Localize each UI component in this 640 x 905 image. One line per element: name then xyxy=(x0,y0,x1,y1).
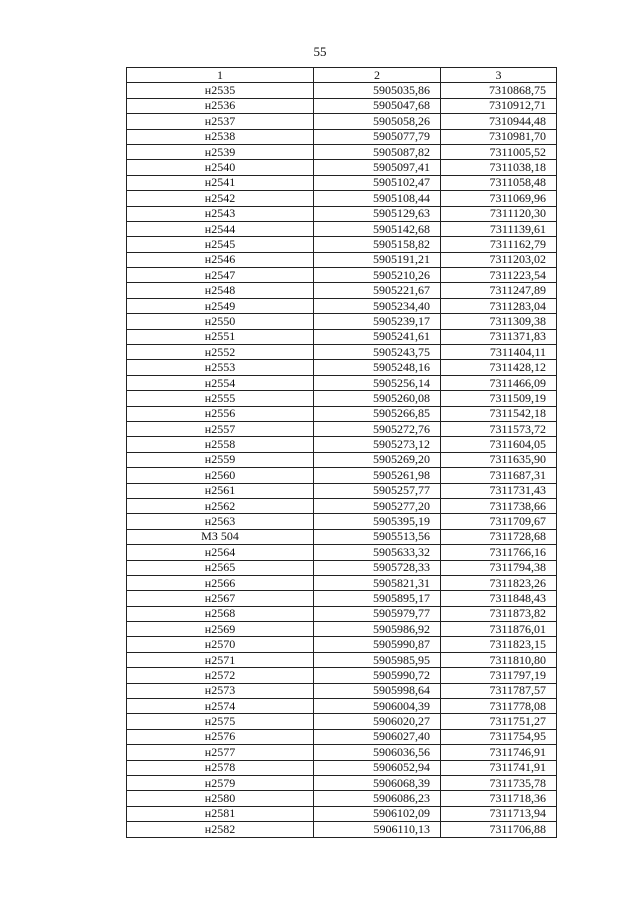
table-row xyxy=(127,144,557,159)
x-coordinate-cell: 5905821,31 xyxy=(314,575,441,590)
point-id-cell: н2570 xyxy=(127,637,314,652)
table-row xyxy=(127,191,557,206)
point-id-cell: н2582 xyxy=(127,822,314,837)
x-coordinate-cell: 5905728,33 xyxy=(314,560,441,575)
x-coordinate-cell: 5905269,20 xyxy=(314,452,441,467)
x-coordinate-cell: 5905266,85 xyxy=(314,406,441,421)
y-coordinate-cell: 7311058,48 xyxy=(441,175,557,190)
point-id-cell: н2542 xyxy=(127,191,314,206)
y-coordinate-cell: 7311371,83 xyxy=(441,329,557,344)
x-coordinate-cell: 5905256,14 xyxy=(314,375,441,390)
x-coordinate-cell: 5905087,82 xyxy=(314,144,441,159)
y-coordinate-cell: 7310868,75 xyxy=(441,83,557,98)
x-coordinate-cell: 5906068,39 xyxy=(314,775,441,790)
y-coordinate-cell: 7311766,16 xyxy=(441,545,557,560)
y-coordinate-cell: 7311735,78 xyxy=(441,775,557,790)
x-coordinate-cell: 5906027,40 xyxy=(314,729,441,744)
point-id-cell: н2569 xyxy=(127,622,314,637)
x-coordinate-cell: 5905272,76 xyxy=(314,421,441,436)
point-id-cell: н2557 xyxy=(127,421,314,436)
table-row xyxy=(127,591,557,606)
y-coordinate-cell: 7311810,80 xyxy=(441,652,557,667)
point-id-cell: МЗ 504 xyxy=(127,529,314,544)
y-coordinate-cell: 7311713,94 xyxy=(441,806,557,821)
table-header xyxy=(127,68,557,83)
table-row xyxy=(127,622,557,637)
x-coordinate-cell: 5905210,26 xyxy=(314,268,441,283)
y-coordinate-cell: 7311203,02 xyxy=(441,252,557,267)
x-coordinate-cell: 5905990,87 xyxy=(314,637,441,652)
table-row xyxy=(127,421,557,436)
x-coordinate-cell: 5906004,39 xyxy=(314,699,441,714)
table-row xyxy=(127,683,557,698)
table-row xyxy=(127,360,557,375)
table-row xyxy=(127,237,557,252)
x-coordinate-cell: 5905248,16 xyxy=(314,360,441,375)
table-row xyxy=(127,745,557,760)
table-row xyxy=(127,391,557,406)
x-coordinate-cell: 5905513,56 xyxy=(314,529,441,544)
table-row xyxy=(127,298,557,313)
table-row xyxy=(127,560,557,575)
point-id-cell: н2539 xyxy=(127,144,314,159)
point-id-cell: н2555 xyxy=(127,391,314,406)
table-row xyxy=(127,791,557,806)
table-row xyxy=(127,699,557,714)
x-coordinate-cell: 5905260,08 xyxy=(314,391,441,406)
y-coordinate-cell: 7311038,18 xyxy=(441,160,557,175)
table-row xyxy=(127,283,557,298)
point-id-cell: н2566 xyxy=(127,575,314,590)
y-coordinate-cell: 7311751,27 xyxy=(441,714,557,729)
x-coordinate-cell: 5906036,56 xyxy=(314,745,441,760)
y-coordinate-cell: 7311797,19 xyxy=(441,668,557,683)
x-coordinate-cell: 5906020,27 xyxy=(314,714,441,729)
y-coordinate-cell: 7311573,72 xyxy=(441,421,557,436)
table-row xyxy=(127,329,557,344)
header-col-x: 2 xyxy=(314,68,441,83)
y-coordinate-cell: 7311754,95 xyxy=(441,729,557,744)
y-coordinate-cell: 7311778,08 xyxy=(441,699,557,714)
x-coordinate-cell: 5905633,32 xyxy=(314,545,441,560)
point-id-cell: н2548 xyxy=(127,283,314,298)
table-row xyxy=(127,529,557,544)
y-coordinate-cell: 7311404,11 xyxy=(441,345,557,360)
table-row xyxy=(127,114,557,129)
point-id-cell: н2568 xyxy=(127,606,314,621)
y-coordinate-cell: 7311139,61 xyxy=(441,221,557,236)
table-row xyxy=(127,206,557,221)
point-id-cell: н2571 xyxy=(127,652,314,667)
x-coordinate-cell: 5905142,68 xyxy=(314,221,441,236)
table-row xyxy=(127,498,557,513)
point-id-cell: н2563 xyxy=(127,514,314,529)
table-row xyxy=(127,129,557,144)
x-coordinate-cell: 5905129,63 xyxy=(314,206,441,221)
point-id-cell: н2540 xyxy=(127,160,314,175)
y-coordinate-cell: 7311823,26 xyxy=(441,575,557,590)
x-coordinate-cell: 5905395,19 xyxy=(314,514,441,529)
point-id-cell: н2581 xyxy=(127,806,314,821)
x-coordinate-cell: 5905273,12 xyxy=(314,437,441,452)
header-col-point: 1 xyxy=(127,68,314,83)
x-coordinate-cell: 5905234,40 xyxy=(314,298,441,313)
point-id-cell: н2541 xyxy=(127,175,314,190)
point-id-cell: н2562 xyxy=(127,498,314,513)
point-id-cell: н2551 xyxy=(127,329,314,344)
x-coordinate-cell: 5906110,13 xyxy=(314,822,441,837)
table-row xyxy=(127,98,557,113)
table-row xyxy=(127,221,557,236)
table-row xyxy=(127,175,557,190)
point-id-cell: н2545 xyxy=(127,237,314,252)
y-coordinate-cell: 7311509,19 xyxy=(441,391,557,406)
table-row xyxy=(127,252,557,267)
point-id-cell: н2554 xyxy=(127,375,314,390)
point-id-cell: н2556 xyxy=(127,406,314,421)
y-coordinate-cell: 7311876,01 xyxy=(441,622,557,637)
table-row xyxy=(127,468,557,483)
point-id-cell: н2538 xyxy=(127,129,314,144)
point-id-cell: н2574 xyxy=(127,699,314,714)
point-id-cell: н2552 xyxy=(127,345,314,360)
table-row xyxy=(127,606,557,621)
point-id-cell: н2573 xyxy=(127,683,314,698)
point-id-cell: н2543 xyxy=(127,206,314,221)
y-coordinate-cell: 7311709,67 xyxy=(441,514,557,529)
y-coordinate-cell: 7311428,12 xyxy=(441,360,557,375)
point-id-cell: н2567 xyxy=(127,591,314,606)
y-coordinate-cell: 7311687,31 xyxy=(441,468,557,483)
table-row xyxy=(127,545,557,560)
table-row xyxy=(127,345,557,360)
x-coordinate-cell: 5905990,72 xyxy=(314,668,441,683)
x-coordinate-cell: 5905257,77 xyxy=(314,483,441,498)
x-coordinate-cell: 5905077,79 xyxy=(314,129,441,144)
table-body xyxy=(127,83,557,837)
table-row xyxy=(127,160,557,175)
point-id-cell: н2544 xyxy=(127,221,314,236)
y-coordinate-cell: 7311069,96 xyxy=(441,191,557,206)
x-coordinate-cell: 5905986,92 xyxy=(314,622,441,637)
point-id-cell: н2580 xyxy=(127,791,314,806)
table-row xyxy=(127,806,557,821)
y-coordinate-cell: 7311738,66 xyxy=(441,498,557,513)
y-coordinate-cell: 7311635,90 xyxy=(441,452,557,467)
point-id-cell: н2550 xyxy=(127,314,314,329)
y-coordinate-cell: 7311823,15 xyxy=(441,637,557,652)
y-coordinate-cell: 7310981,70 xyxy=(441,129,557,144)
y-coordinate-cell: 7311005,52 xyxy=(441,144,557,159)
table-row xyxy=(127,729,557,744)
table-row xyxy=(127,760,557,775)
point-id-cell: н2572 xyxy=(127,668,314,683)
y-coordinate-cell: 7311283,04 xyxy=(441,298,557,313)
table-row xyxy=(127,714,557,729)
table-row xyxy=(127,375,557,390)
table-row xyxy=(127,452,557,467)
y-coordinate-cell: 7311604,05 xyxy=(441,437,557,452)
x-coordinate-cell: 5905261,98 xyxy=(314,468,441,483)
header-col-y: 3 xyxy=(441,68,557,83)
x-coordinate-cell: 5906052,94 xyxy=(314,760,441,775)
x-coordinate-cell: 5905108,44 xyxy=(314,191,441,206)
y-coordinate-cell: 7310912,71 xyxy=(441,98,557,113)
table-row xyxy=(127,668,557,683)
point-id-cell: н2578 xyxy=(127,760,314,775)
y-coordinate-cell: 7311746,91 xyxy=(441,745,557,760)
header-row xyxy=(127,68,557,83)
y-coordinate-cell: 7311466,09 xyxy=(441,375,557,390)
x-coordinate-cell: 5905191,21 xyxy=(314,252,441,267)
point-id-cell: н2577 xyxy=(127,745,314,760)
point-id-cell: н2558 xyxy=(127,437,314,452)
table-row xyxy=(127,637,557,652)
y-coordinate-cell: 7311718,36 xyxy=(441,791,557,806)
table-row xyxy=(127,268,557,283)
x-coordinate-cell: 5905102,47 xyxy=(314,175,441,190)
x-coordinate-cell: 5905979,77 xyxy=(314,606,441,621)
x-coordinate-cell: 5905058,26 xyxy=(314,114,441,129)
table-row xyxy=(127,652,557,667)
point-id-cell: н2559 xyxy=(127,452,314,467)
table-row xyxy=(127,822,557,837)
point-id-cell: н2575 xyxy=(127,714,314,729)
x-coordinate-cell: 5905239,17 xyxy=(314,314,441,329)
point-id-cell: н2576 xyxy=(127,729,314,744)
x-coordinate-cell: 5905985,95 xyxy=(314,652,441,667)
table-row xyxy=(127,575,557,590)
table-row xyxy=(127,314,557,329)
y-coordinate-cell: 7311542,18 xyxy=(441,406,557,421)
y-coordinate-cell: 7311162,79 xyxy=(441,237,557,252)
y-coordinate-cell: 7311247,89 xyxy=(441,283,557,298)
x-coordinate-cell: 5905221,67 xyxy=(314,283,441,298)
table-row xyxy=(127,406,557,421)
x-coordinate-cell: 5905241,61 xyxy=(314,329,441,344)
point-id-cell: н2546 xyxy=(127,252,314,267)
page-number: 55 xyxy=(313,44,327,59)
x-coordinate-cell: 5905158,82 xyxy=(314,237,441,252)
y-coordinate-cell: 7311794,38 xyxy=(441,560,557,575)
x-coordinate-cell: 5905998,64 xyxy=(314,683,441,698)
x-coordinate-cell: 5905243,75 xyxy=(314,345,441,360)
y-coordinate-cell: 7311120,30 xyxy=(441,206,557,221)
x-coordinate-cell: 5905895,17 xyxy=(314,591,441,606)
point-id-cell: н2561 xyxy=(127,483,314,498)
point-id-cell: н2547 xyxy=(127,268,314,283)
x-coordinate-cell: 5906102,09 xyxy=(314,806,441,821)
point-id-cell: н2579 xyxy=(127,775,314,790)
x-coordinate-cell: 5905035,86 xyxy=(314,83,441,98)
x-coordinate-cell: 5905097,41 xyxy=(314,160,441,175)
y-coordinate-cell: 7311848,43 xyxy=(441,591,557,606)
y-coordinate-cell: 7311873,82 xyxy=(441,606,557,621)
point-id-cell: н2565 xyxy=(127,560,314,575)
y-coordinate-cell: 7311731,43 xyxy=(441,483,557,498)
y-coordinate-cell: 7311787,57 xyxy=(441,683,557,698)
point-id-cell: н2560 xyxy=(127,468,314,483)
x-coordinate-cell: 5905047,68 xyxy=(314,98,441,113)
y-coordinate-cell: 7311728,68 xyxy=(441,529,557,544)
y-coordinate-cell: 7311741,91 xyxy=(441,760,557,775)
table-row xyxy=(127,83,557,98)
table-row xyxy=(127,437,557,452)
point-id-cell: н2537 xyxy=(127,114,314,129)
table-row xyxy=(127,514,557,529)
point-id-cell: н2549 xyxy=(127,298,314,313)
coordinates-table xyxy=(126,67,557,838)
x-coordinate-cell: 5906086,23 xyxy=(314,791,441,806)
y-coordinate-cell: 7311309,38 xyxy=(441,314,557,329)
y-coordinate-cell: 7311223,54 xyxy=(441,268,557,283)
point-id-cell: н2535 xyxy=(127,83,314,98)
y-coordinate-cell: 7311706,88 xyxy=(441,822,557,837)
table-row xyxy=(127,483,557,498)
point-id-cell: н2564 xyxy=(127,545,314,560)
x-coordinate-cell: 5905277,20 xyxy=(314,498,441,513)
point-id-cell: н2536 xyxy=(127,98,314,113)
table-row xyxy=(127,775,557,790)
point-id-cell: н2553 xyxy=(127,360,314,375)
y-coordinate-cell: 7310944,48 xyxy=(441,114,557,129)
